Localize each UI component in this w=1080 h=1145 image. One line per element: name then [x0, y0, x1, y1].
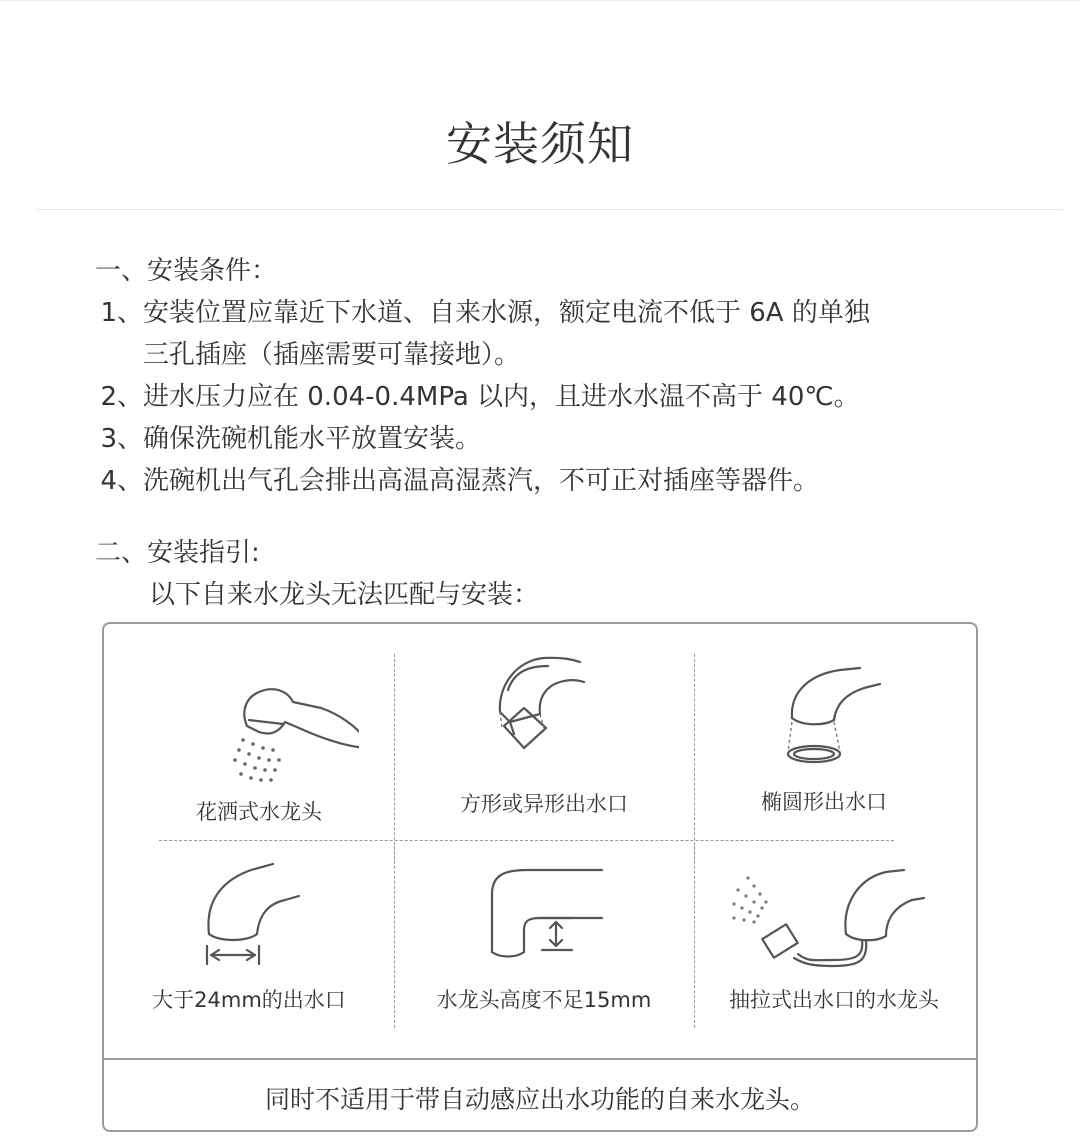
faucet-caption: 方形或异形出水口	[460, 792, 628, 816]
faucet-caption: 大于24mm的出水口	[152, 988, 346, 1012]
conditions-heading: 一、安装条件：	[95, 256, 278, 286]
top-border	[0, 0, 1080, 1]
condition-item-4	[95, 460, 819, 497]
oval-outlet-faucet-icon	[724, 662, 924, 774]
grid-divider	[694, 846, 695, 1028]
faucet-item	[114, 860, 384, 1014]
grid-divider	[694, 654, 695, 860]
wide-outlet-faucet-icon	[149, 860, 349, 970]
title-divider	[37, 209, 1063, 210]
low-height-faucet-icon	[444, 860, 644, 970]
square-outlet-faucet-icon	[444, 654, 644, 776]
condition-item-1	[95, 292, 870, 329]
faucet-caption: 椭圆形出水口	[761, 790, 887, 814]
grid-divider	[159, 840, 894, 841]
condition-item-text: 洗碗机出气孔会排出高温高湿蒸汽，不可正对插座等器件。	[143, 466, 820, 496]
faucet-panel	[102, 622, 978, 1132]
faucet-item	[124, 662, 394, 826]
panel-note: 同时不适用于带自动感应出水功能的自来水龙头。	[264, 1085, 815, 1114]
grid-divider	[394, 654, 395, 860]
condition-item-text: 确保洗碗机能水平放置安装。	[143, 424, 482, 454]
page-title: 安装须知	[446, 117, 634, 171]
condition-item-text: 安装位置应靠近下水道、自来水源，额定电流不低于 6A 的单独	[143, 298, 870, 328]
shower-faucet-icon	[159, 662, 359, 782]
faucet-item	[704, 662, 944, 816]
grid-divider	[394, 846, 395, 1028]
note-divider	[104, 1058, 976, 1060]
guide-subtitle: 以下自来水龙头无法匹配与安装：	[149, 580, 540, 610]
condition-item-3	[95, 418, 481, 455]
condition-item-number: 1、	[100, 298, 143, 328]
faucet-item	[409, 860, 679, 1014]
condition-item-2	[95, 376, 860, 413]
faucet-item	[409, 654, 679, 818]
condition-item-number: 4、	[100, 466, 143, 496]
condition-item-number: 3、	[100, 424, 143, 454]
faucet-caption: 水龙头高度不足15mm	[436, 988, 652, 1012]
condition-item-text: 进水压力应在 0.04-0.4MPa 以内，且进水水温不高于 40℃。	[143, 382, 860, 412]
faucet-caption: 花洒式水龙头	[196, 800, 322, 824]
faucet-caption: 抽拉式出水口的水龙头	[729, 988, 939, 1012]
condition-item-1-cont	[143, 334, 520, 371]
faucet-item	[704, 860, 964, 1014]
pull-out-faucet-icon	[714, 860, 954, 970]
condition-item-text: 三孔插座（插座需要可靠接地）。	[143, 340, 521, 370]
condition-item-number: 2、	[100, 382, 143, 412]
guide-heading: 二、安装指引:	[95, 538, 260, 568]
